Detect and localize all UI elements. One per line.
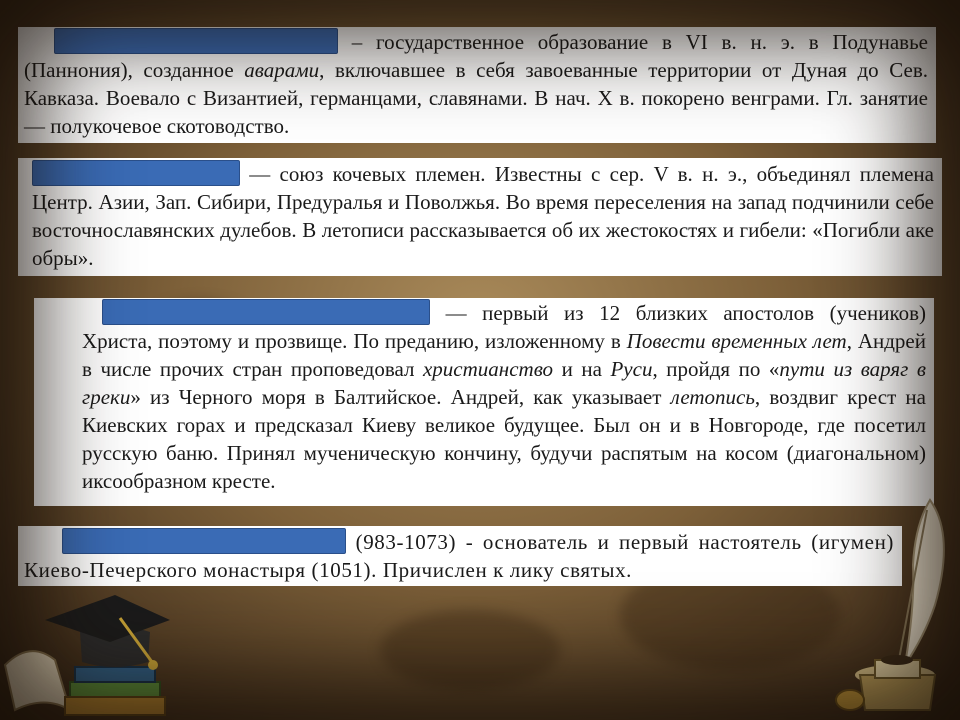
hidden-term-mask[interactable] <box>102 299 430 325</box>
hidden-term-mask[interactable] <box>32 160 240 186</box>
card-text: — союз кочевых племен. Известны с сер. V в. н. э., объединял племена Центр. Азии, Зап. Сибири, Предуралья и Поволжья. Во время переселения на запад подчинили себе восточнославянских дулебов. В летописи рассказывается об их жестокостях и гибели: «Погибли аке обры». <box>32 162 934 270</box>
card-avar-khaganate <box>18 27 936 143</box>
card-andrew-apostle <box>34 298 934 506</box>
inkwell-quill-icon <box>835 495 960 720</box>
hidden-term-mask[interactable] <box>54 28 338 54</box>
hidden-term-mask[interactable] <box>62 528 346 554</box>
graduation-books-icon <box>0 570 170 720</box>
card-text: (983-1073) - основатель и первый настоятель (игумен) Киево-Печерского монастыря (1051). Причислен к лику святых. <box>24 530 894 582</box>
card-text: – государственное образование в VI в. н. э. в Подунавье (Паннония), созданное аварами, включавшее в себя завоеванные территории от Дуная до Сев. Кавказа. Воевало с Византией, германцами, славянами. В нач. X в. покорено венграми. Гл. занятие — полукочевое скотоводство. <box>24 30 928 138</box>
card-text: — первый из 12 близких апостолов (учеников) Христа, поэтому и прозвище. По преданию, изложенному в Повести временных лет, Андрей в числе прочих стран проповедовал христианство и на Руси, пройдя по «пути из варяг в греки» из Черного моря в Балтийское. Андрей, как указывает летопись, воздвиг крест на Киевских горах и предсказал Киеву великое будущее. Был он и в Новгороде, где посетил русскую баню. Принял мученическую кончину, будучи распятым на косом (диагональном) иксообразном кресте. <box>82 301 926 493</box>
card-avars <box>18 158 942 276</box>
